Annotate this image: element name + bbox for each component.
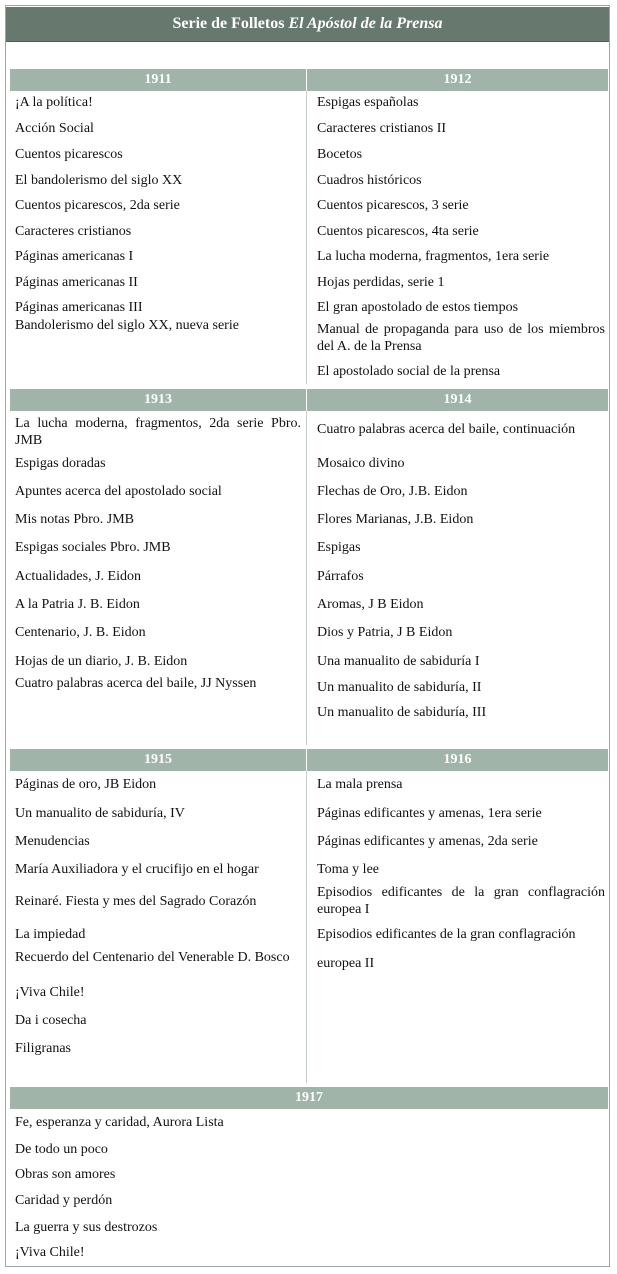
list-item: La lucha moderna, fragmentos, 2da serie Pbro. JMB (15, 416, 301, 448)
list-item: Páginas edificantes y amenas, 2da serie (317, 834, 538, 849)
list-item: Caridad y perdón (15, 1193, 113, 1208)
list-item: Flores Marianas, J.B. Eidon (317, 512, 474, 527)
list-item: La lucha moderna, fragmentos, 1era serie (317, 249, 550, 264)
list-item: El apostolado social de la prensa (317, 364, 501, 379)
list-item: El bandolerismo del siglo XX (15, 173, 183, 188)
list-item: Bandolerismo del siglo XX, nueva serie (15, 318, 239, 333)
list-item: Apuntes acerca del apostolado social (15, 484, 222, 499)
list-item: Hojas perdidas, serie 1 (317, 275, 445, 290)
page-title (6, 7, 609, 42)
year-header: 1917 (10, 1087, 608, 1109)
list-item: Bocetos (317, 147, 363, 162)
year-header: 1912 (307, 69, 608, 91)
list-item: Acción Social (15, 121, 94, 136)
list-item: Páginas edificantes y amenas, 1era serie (317, 806, 542, 821)
list-item: La mala prensa (317, 777, 403, 792)
list-item: Recuerdo del Centenario del Venerable D. Bosco (15, 950, 290, 965)
list-item: Un manualito de sabiduría, IV (15, 806, 185, 821)
list-item: Un manualito de sabiduría, III (317, 705, 487, 720)
list-item: europea II (317, 956, 375, 971)
list-item: Filigranas (15, 1041, 71, 1056)
list-item: Cuatro palabras acerca del baile, continuación (317, 422, 576, 437)
list-item: Episodios edificantes de la gran conflagración europea I (317, 885, 605, 917)
list-item: La impiedad (15, 927, 86, 942)
list-item: Un manualito de sabiduría, II (317, 680, 482, 695)
list-item: Páginas americanas II (15, 275, 138, 290)
year-header: 1916 (307, 749, 608, 771)
list-item: Mosaico divino (317, 456, 405, 471)
list-item: Fe, esperanza y caridad, Aurora Lista (15, 1115, 224, 1130)
list-item: Párrafos (317, 569, 364, 584)
list-item: Páginas americanas I (15, 249, 134, 264)
list-item: Páginas americanas III (15, 300, 143, 315)
list-item: Flechas de Oro, J.B. Eidon (317, 484, 468, 499)
year-header: 1915 (10, 749, 306, 771)
list-item: Espigas (317, 540, 361, 555)
year-header: 1913 (10, 389, 306, 411)
column-divider (306, 771, 307, 1083)
list-item: Caracteres cristianos (15, 224, 132, 239)
list-item: Espigas doradas (15, 456, 106, 471)
list-item: Cuentos picarescos, 3 serie (317, 198, 469, 213)
list-item: Manual de propaganda para uso de los miembros del A. de la Prensa (317, 322, 605, 354)
list-item: Hojas de un diario, J. B. Eidon (15, 654, 188, 669)
list-item: Cuatro palabras acerca del baile, JJ Nyssen (15, 676, 257, 691)
list-item: Páginas de oro, JB Eidon (15, 777, 157, 792)
list-item: Cuentos picarescos, 4ta serie (317, 224, 479, 239)
list-item: Toma y lee (317, 862, 379, 877)
list-item: Dios y Patria, J B Eidon (317, 625, 453, 640)
title-prefix: Serie de Folletos (172, 15, 285, 32)
list-item: De todo un poco (15, 1142, 108, 1157)
list-item: Actualidades, J. Eidon (15, 569, 141, 584)
list-item: Da i cosecha (15, 1013, 87, 1028)
list-item: Cuentos picarescos, 2da serie (15, 198, 180, 213)
list-item: Episodios edificantes de la gran conflagración (317, 927, 576, 942)
list-item: Espigas españolas (317, 95, 419, 110)
list-item: La guerra y sus destrozos (15, 1220, 158, 1235)
title-italic: El Apóstol de la Prensa (288, 15, 443, 32)
list-item: Reinaré. Fiesta y mes del Sagrado Corazón (15, 894, 257, 909)
list-item: María Auxiliadora y el crucifijo en el hogar (15, 862, 259, 877)
list-item: Una manualito de sabiduría I (317, 654, 480, 669)
list-item: Mis notas Pbro. JMB (15, 512, 135, 527)
year-header: 1914 (307, 389, 608, 411)
list-item: Cuentos picarescos (15, 147, 123, 162)
list-item: Cuadros históricos (317, 173, 422, 188)
list-item: ¡A la política! (15, 95, 93, 110)
column-divider (306, 411, 307, 745)
list-item: Centenario, J. B. Eidon (15, 625, 146, 640)
list-item: El gran apostolado de estos tiempos (317, 300, 519, 315)
list-item: Menudencias (15, 834, 90, 849)
list-item: Aromas, J B Eidon (317, 597, 424, 612)
column-divider (306, 91, 307, 384)
list-item: Obras son amores (15, 1167, 116, 1182)
list-item: Espigas sociales Pbro. JMB (15, 540, 171, 555)
year-header: 1911 (10, 69, 306, 91)
list-item: A la Patria J. B. Eidon (15, 597, 140, 612)
list-item: ¡Viva Chile! (15, 1245, 85, 1260)
list-item: ¡Viva Chile! (15, 985, 85, 1000)
list-item: Caracteres cristianos II (317, 121, 447, 136)
